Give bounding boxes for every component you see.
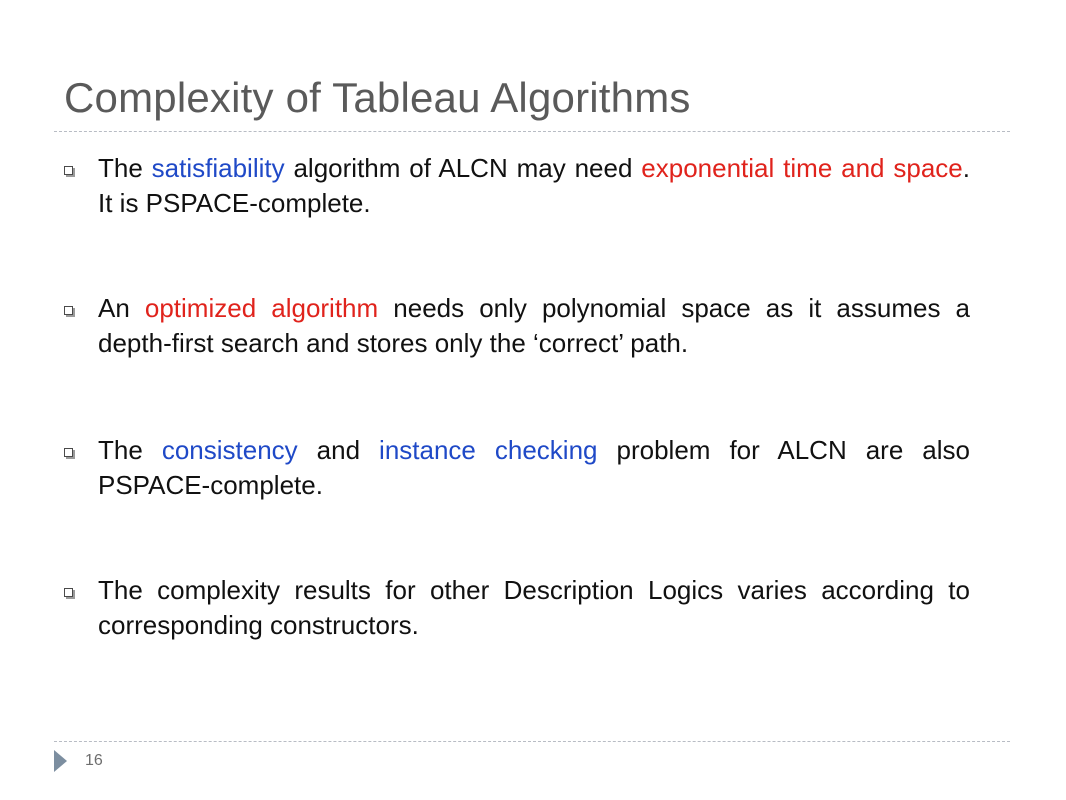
bullet-segment: and: [297, 435, 380, 465]
bullet-segment: needs only polynomial space as it assumes a depth-first search and stores only the ‘correct’ path.: [98, 293, 971, 358]
square-bullet-icon: [64, 166, 73, 175]
page-number: 16: [85, 752, 103, 769]
bullet-item-optimized-algorithm: [80, 291, 970, 361]
bullet-list: [80, 151, 970, 713]
slide-title: Complexity of Tableau Algorithms: [64, 74, 691, 121]
square-bullet-icon: [64, 306, 73, 315]
bullet-segment: problem for ALCN are also PSPACE-complete.: [98, 435, 971, 500]
bullet-item-satisfiability: [80, 151, 970, 221]
highlight-term: instance checking: [379, 435, 598, 465]
bullet-segment: An: [98, 293, 145, 323]
highlight-term: exponential time and space: [641, 153, 963, 183]
bullet-segment: . It is PSPACE-complete.: [98, 153, 970, 218]
bullet-segment: The complexity results for other Description Logics varies according to corresponding constructors.: [98, 575, 970, 640]
bullet-item-consistency: [80, 433, 970, 503]
bullet-segment: algorithm of ALCN may need: [284, 153, 642, 183]
highlight-term: consistency: [161, 435, 298, 465]
highlight-term: optimized algorithm: [144, 293, 379, 323]
bullet-item-other-logics: [80, 573, 970, 643]
triangle-right-icon: [54, 750, 67, 772]
title-divider: [54, 131, 1010, 132]
highlight-term: satisfiability: [151, 153, 285, 183]
bullet-segment: The: [98, 153, 152, 183]
square-bullet-icon: [64, 448, 73, 457]
footer-divider: [54, 741, 1010, 742]
bullet-segment: The: [98, 435, 162, 465]
square-bullet-icon: [64, 588, 73, 597]
